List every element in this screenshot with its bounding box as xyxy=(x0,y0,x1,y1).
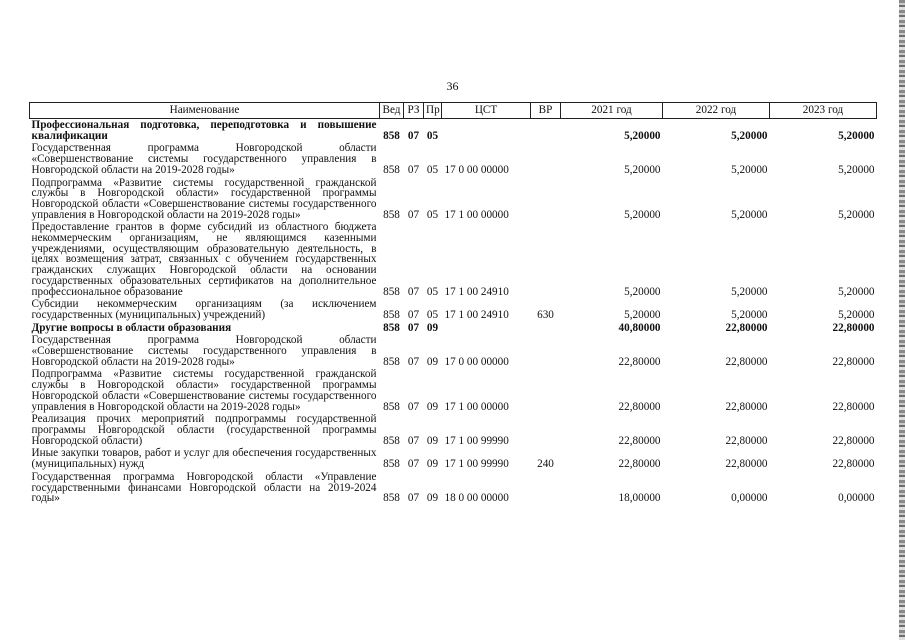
cell-rz: 07 xyxy=(407,208,420,221)
cell-pr: 05 xyxy=(426,129,439,142)
col-header-rz: РЗ xyxy=(404,103,424,119)
cell-y2022: 5,20000 xyxy=(731,285,768,298)
table-row xyxy=(30,119,877,143)
cell-y2023: 22,80000 xyxy=(832,434,875,447)
cell-cst: 17 0 00 00000 xyxy=(444,355,509,368)
cell-vr xyxy=(531,221,561,298)
table-row xyxy=(30,322,877,335)
cell-pr: 09 xyxy=(426,355,439,368)
cell-pr: 09 xyxy=(426,400,439,413)
cell-y2021: 40,80000 xyxy=(618,321,661,334)
col-header-name: Наименование xyxy=(30,103,380,119)
cell-y2022: 22,80000 xyxy=(725,434,768,447)
cell-y2021: 5,20000 xyxy=(624,208,661,221)
cell-y2023: 22,80000 xyxy=(832,458,875,471)
cell-y2023: 5,20000 xyxy=(838,163,875,176)
cell-ved: 858 xyxy=(383,163,400,176)
table-row xyxy=(30,413,877,447)
cell-y2022: 5,20000 xyxy=(731,129,768,142)
page-number: 36 xyxy=(446,79,459,93)
cell-vr: 630 xyxy=(537,308,554,321)
cell-ved: 858 xyxy=(383,458,400,471)
cell-pr: 09 xyxy=(426,321,439,334)
cell-rz: 07 xyxy=(407,355,420,368)
cell-y2021: 5,20000 xyxy=(624,163,661,176)
cell-y2022: 22,80000 xyxy=(725,400,768,413)
cell-rz: 07 xyxy=(407,163,420,176)
cell-rz: 07 xyxy=(407,492,420,505)
cell-rz: 07 xyxy=(407,458,420,471)
table-row xyxy=(30,368,877,413)
table-header xyxy=(30,103,877,119)
cell-name: Иные закупки товаров, работ и услуг для обеспечения государственных (муниципальных) нужд xyxy=(31,447,377,471)
cell-y2022: 0,00000 xyxy=(731,492,768,505)
cell-name: Подпрограмма «Развитие системы государственной гражданской службы в Новгородской области» государственной программы Новгородской области «Совершенствование системы государственного управления в Новгородской области на 2019-2028 годы» xyxy=(31,176,377,221)
cell-y2022: 22,80000 xyxy=(725,321,768,334)
cell-cst xyxy=(442,322,531,335)
cell-pr: 05 xyxy=(426,308,439,321)
cell-y2021: 22,80000 xyxy=(618,458,661,471)
cell-rz: 07 xyxy=(407,434,420,447)
cell-y2023: 5,20000 xyxy=(838,129,875,142)
cell-name: Государственная программа Новгородской области «Управление государственными финансами Новгородской области на 2019-2024 годы» xyxy=(31,470,377,505)
cell-vr xyxy=(531,322,561,335)
cell-rz: 07 xyxy=(407,308,420,321)
col-header-2022: 2022 год xyxy=(663,103,770,119)
cell-y2023: 5,20000 xyxy=(838,285,875,298)
cell-ved: 858 xyxy=(383,208,400,221)
cell-cst: 17 1 00 00000 xyxy=(444,400,509,413)
table-row xyxy=(30,447,877,470)
cell-rz: 07 xyxy=(407,400,420,413)
cell-pr: 09 xyxy=(426,458,439,471)
col-header-2023: 2023 год xyxy=(770,103,877,119)
cell-y2022: 5,20000 xyxy=(731,208,768,221)
cell-y2021: 5,20000 xyxy=(624,285,661,298)
cell-cst: 18 0 00 00000 xyxy=(444,492,509,505)
cell-vr xyxy=(531,471,561,505)
cell-cst: 17 1 00 00000 xyxy=(444,208,509,221)
cell-y2021: 22,80000 xyxy=(618,434,661,447)
cell-cst: 17 1 00 99990 xyxy=(444,434,509,447)
col-header-cst: ЦСТ xyxy=(442,103,531,119)
cell-y2023: 5,20000 xyxy=(838,208,875,221)
table-body xyxy=(30,119,877,505)
cell-pr: 05 xyxy=(426,285,439,298)
scan-edge xyxy=(899,0,905,640)
cell-cst: 17 1 00 99990 xyxy=(444,458,509,471)
cell-y2023: 0,00000 xyxy=(838,492,875,505)
cell-y2022: 22,80000 xyxy=(725,458,768,471)
table-row xyxy=(30,177,877,222)
cell-y2021: 5,20000 xyxy=(624,308,661,321)
table-row xyxy=(30,298,877,321)
cell-ved: 858 xyxy=(383,321,400,334)
cell-name: Подпрограмма «Развитие системы государственной гражданской службы в Новгородской области» государственной программы Новгородской области «Совершенствование системы государственного управления в Новгородской области на 2019-2028 годы» xyxy=(31,368,377,413)
table-row xyxy=(30,142,877,176)
col-header-vr: ВР xyxy=(531,103,561,119)
cell-ved: 858 xyxy=(383,355,400,368)
cell-name: Государственная программа Новгородской области «Совершенствование системы государственного управления в Новгородской области на 2019-2028 годы» xyxy=(31,334,377,368)
cell-pr: 05 xyxy=(426,163,439,176)
cell-vr xyxy=(531,119,561,143)
cell-ved: 858 xyxy=(383,434,400,447)
cell-y2023: 22,80000 xyxy=(832,400,875,413)
cell-cst: 17 1 00 24910 xyxy=(444,285,509,298)
cell-y2023: 5,20000 xyxy=(838,308,875,321)
table-row xyxy=(30,221,877,298)
cell-name: Профессиональная подготовка, переподготовка и повышение квалификации xyxy=(31,119,377,142)
cell-cst: 17 1 00 24910 xyxy=(444,308,509,321)
cell-y2021: 5,20000 xyxy=(624,129,661,142)
cell-vr: 240 xyxy=(537,458,554,471)
cell-name: Государственная программа Новгородской области «Совершенствование системы государственного управления в Новгородской области на 2019-2028 годы» xyxy=(31,142,377,176)
cell-ved: 858 xyxy=(383,400,400,413)
cell-name: Субсидии некоммерческим организациям (за исключением государственных (муниципальных) учреждений) xyxy=(31,298,377,321)
cell-y2022: 5,20000 xyxy=(731,163,768,176)
cell-y2023: 22,80000 xyxy=(832,321,875,334)
cell-rz: 07 xyxy=(407,285,420,298)
cell-vr xyxy=(531,413,561,447)
cell-ved: 858 xyxy=(383,285,400,298)
cell-ved: 858 xyxy=(383,308,400,321)
cell-pr: 09 xyxy=(426,434,439,447)
cell-y2021: 18,00000 xyxy=(618,492,661,505)
cell-name: Другие вопросы в области образования xyxy=(31,321,232,334)
cell-pr: 05 xyxy=(426,208,439,221)
cell-cst xyxy=(442,119,531,143)
cell-ved: 858 xyxy=(383,492,400,505)
cell-pr: 09 xyxy=(426,492,439,505)
col-header-2021: 2021 год xyxy=(561,103,663,119)
table-row xyxy=(30,334,877,368)
cell-y2023: 22,80000 xyxy=(832,355,875,368)
cell-y2022: 22,80000 xyxy=(725,355,768,368)
cell-y2021: 22,80000 xyxy=(618,355,661,368)
col-header-pr: Пр xyxy=(424,103,442,119)
cell-vr xyxy=(531,177,561,222)
cell-name: Реализация прочих мероприятий подпрограммы государственной программы Новгородской области (государственной программы Новгородской области) xyxy=(31,413,377,447)
cell-vr xyxy=(531,368,561,413)
cell-y2022: 5,20000 xyxy=(731,308,768,321)
cell-cst: 17 0 00 00000 xyxy=(444,163,509,176)
cell-rz: 07 xyxy=(407,129,420,142)
cell-name: Предоставление грантов в форме субсидий из областного бюджета некоммерческим организациям, не являющимся казенными учреждениями, осуществляющим образовательную деятельность, в целях возмещения затрат, связанных с обучением государственных гражданских служащих Новгородской области на основании государственных образовательных сертификатов на дополнительное профессиональное образование xyxy=(31,221,377,298)
cell-vr xyxy=(531,142,561,176)
col-header-ved: Вед xyxy=(380,103,404,119)
budget-table xyxy=(29,102,877,505)
cell-vr xyxy=(531,334,561,368)
cell-ved: 858 xyxy=(383,129,400,142)
cell-y2021: 22,80000 xyxy=(618,400,661,413)
table-row xyxy=(30,471,877,505)
cell-rz: 07 xyxy=(407,321,420,334)
